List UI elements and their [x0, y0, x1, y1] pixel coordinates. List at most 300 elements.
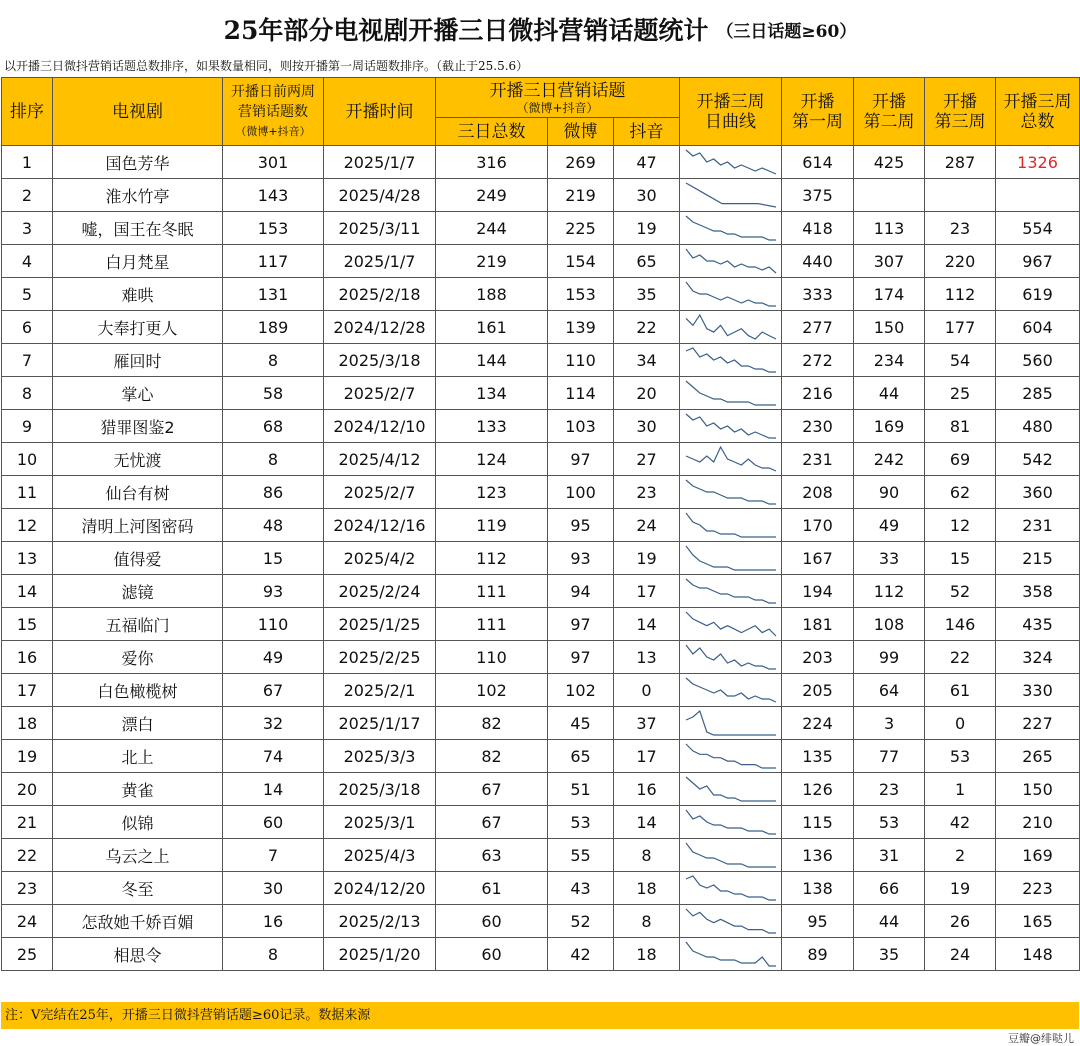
cell-pre: 49 [223, 641, 324, 674]
cell-name: 国色芳华 [53, 146, 223, 179]
cell-rank: 17 [2, 674, 53, 707]
cell-w3: 177 [925, 311, 996, 344]
header-w1-line1: 开播 [800, 91, 835, 112]
cell-douyin: 34 [614, 344, 680, 377]
cell-w3: 2 [925, 839, 996, 872]
sort-note: 以开播三日微抖营销话题总数排序，如果数量相同，则按开播第一周话题数排序。（截止于25.5.6） [4, 59, 529, 73]
cell-w2: 53 [854, 806, 925, 839]
cell-pre: 74 [223, 740, 324, 773]
sparkline-cell [680, 212, 782, 245]
cell-rank: 16 [2, 641, 53, 674]
header-three-line1: 开播三日营销话题 [489, 80, 626, 101]
sparkline-cell [680, 344, 782, 377]
cell-wt: 480 [996, 410, 1080, 443]
cell-pre: 30 [223, 872, 324, 905]
sparkline-chart [683, 906, 779, 936]
cell-w1: 375 [782, 179, 854, 212]
cell-w3: 0 [925, 707, 996, 740]
table-row [2, 740, 1080, 773]
cell-w1: 231 [782, 443, 854, 476]
cell-douyin: 37 [614, 707, 680, 740]
cell-w1: 614 [782, 146, 854, 179]
sparkline-cell [680, 245, 782, 278]
title-sub: （三日话题≥60） [716, 21, 857, 42]
sparkline-line [686, 876, 776, 900]
sparkline-chart [683, 345, 779, 375]
sparkline-chart [683, 378, 779, 408]
cell-wt: 285 [996, 377, 1080, 410]
sparkline-cell [680, 377, 782, 410]
cell-pre: 14 [223, 773, 324, 806]
cell-name: 雁回时 [53, 344, 223, 377]
sparkline-line [686, 183, 776, 207]
cell-douyin: 18 [614, 938, 680, 971]
header-pre-line3: （微博+抖音） [235, 124, 311, 138]
cell-rank: 15 [2, 608, 53, 641]
cell-weibo: 94 [548, 575, 614, 608]
cell-w2: 35 [854, 938, 925, 971]
cell-total: 134 [436, 377, 548, 410]
cell-w2: 242 [854, 443, 925, 476]
cell-weibo: 95 [548, 509, 614, 542]
table-row [2, 212, 1080, 245]
cell-rank: 6 [2, 311, 53, 344]
cell-weibo: 103 [548, 410, 614, 443]
cell-weibo: 269 [548, 146, 614, 179]
cell-w3: 15 [925, 542, 996, 575]
cell-name: 掌心 [53, 377, 223, 410]
header-wt-line1: 开播三周 [1003, 91, 1072, 112]
cell-weibo: 51 [548, 773, 614, 806]
cell-w2: 44 [854, 377, 925, 410]
cell-w3 [925, 179, 996, 212]
cell-w3: 69 [925, 443, 996, 476]
sparkline-line [686, 216, 776, 240]
cell-date: 2024/12/28 [324, 311, 436, 344]
cell-wt: 1326 [996, 146, 1080, 179]
cell-w1: 440 [782, 245, 854, 278]
sparkline-line [686, 579, 776, 603]
header-w1 [782, 78, 854, 146]
sparkline-cell [680, 707, 782, 740]
cell-w3: 42 [925, 806, 996, 839]
cell-w3: 61 [925, 674, 996, 707]
cell-pre: 301 [223, 146, 324, 179]
cell-w3: 12 [925, 509, 996, 542]
cell-wt: 150 [996, 773, 1080, 806]
header-three-line2: （微博+抖音） [516, 100, 599, 115]
cell-w2: 33 [854, 542, 925, 575]
cell-w1: 136 [782, 839, 854, 872]
cell-w1: 135 [782, 740, 854, 773]
cell-pre: 48 [223, 509, 324, 542]
cell-date: 2025/3/18 [324, 773, 436, 806]
cell-w3: 54 [925, 344, 996, 377]
cell-rank: 20 [2, 773, 53, 806]
sparkline-chart [683, 213, 779, 243]
cell-w1: 418 [782, 212, 854, 245]
cell-weibo: 45 [548, 707, 614, 740]
cell-weibo: 53 [548, 806, 614, 839]
cell-rank: 24 [2, 905, 53, 938]
cell-total: 119 [436, 509, 548, 542]
sparkline-chart [683, 609, 779, 639]
cell-weibo: 139 [548, 311, 614, 344]
cell-w1: 277 [782, 311, 854, 344]
header-douyin: 抖音 [614, 118, 680, 146]
cell-total: 67 [436, 773, 548, 806]
cell-w1: 170 [782, 509, 854, 542]
cell-weibo: 100 [548, 476, 614, 509]
cell-w2: 77 [854, 740, 925, 773]
sparkline-cell [680, 311, 782, 344]
cell-rank: 19 [2, 740, 53, 773]
cell-name: 五福临门 [53, 608, 223, 641]
cell-w2: 112 [854, 575, 925, 608]
sparkline-line [686, 810, 776, 834]
cell-rank: 25 [2, 938, 53, 971]
stats-table [1, 77, 1080, 971]
cell-rank: 4 [2, 245, 53, 278]
sparkline-cell [680, 740, 782, 773]
header-rank: 排序 [2, 78, 53, 146]
cell-wt: 330 [996, 674, 1080, 707]
sparkline-chart [683, 279, 779, 309]
cell-w1: 205 [782, 674, 854, 707]
cell-name: 怎敌她千娇百媚 [53, 905, 223, 938]
sparkline-cell [680, 806, 782, 839]
cell-rank: 21 [2, 806, 53, 839]
header-wt-line2: 总数 [1020, 111, 1055, 132]
cell-rank: 14 [2, 575, 53, 608]
cell-weibo: 97 [548, 608, 614, 641]
cell-rank: 7 [2, 344, 53, 377]
cell-w3: 1 [925, 773, 996, 806]
cell-douyin: 8 [614, 839, 680, 872]
cell-wt: 604 [996, 311, 1080, 344]
cell-w1: 224 [782, 707, 854, 740]
cell-pre: 58 [223, 377, 324, 410]
cell-wt: 231 [996, 509, 1080, 542]
cell-wt: 169 [996, 839, 1080, 872]
cell-douyin: 18 [614, 872, 680, 905]
table-row [2, 344, 1080, 377]
sparkline-chart [683, 147, 779, 177]
cell-total: 219 [436, 245, 548, 278]
cell-douyin: 14 [614, 608, 680, 641]
cell-date: 2025/4/12 [324, 443, 436, 476]
sparkline-chart [683, 576, 779, 606]
cell-total: 60 [436, 905, 548, 938]
sparkline-line [686, 447, 776, 471]
cell-wt: 223 [996, 872, 1080, 905]
cell-w1: 167 [782, 542, 854, 575]
cell-weibo: 42 [548, 938, 614, 971]
cell-date: 2025/1/7 [324, 146, 436, 179]
sparkline-line [686, 942, 776, 966]
cell-total: 67 [436, 806, 548, 839]
sparkline-chart [683, 180, 779, 210]
header-w3 [925, 78, 996, 146]
cell-date: 2024/12/16 [324, 509, 436, 542]
cell-date: 2025/2/24 [324, 575, 436, 608]
cell-pre: 143 [223, 179, 324, 212]
cell-date: 2025/3/3 [324, 740, 436, 773]
sparkline-line [686, 612, 776, 636]
header-drama: 电视剧 [53, 78, 223, 146]
sparkline-cell [680, 608, 782, 641]
sparkline-line [686, 843, 776, 867]
cell-date: 2025/3/11 [324, 212, 436, 245]
sparkline-chart [683, 246, 779, 276]
sparkline-line [686, 546, 776, 570]
sparkline-chart [683, 642, 779, 672]
table-body [2, 146, 1080, 971]
cell-total: 63 [436, 839, 548, 872]
cell-douyin: 20 [614, 377, 680, 410]
cell-douyin: 47 [614, 146, 680, 179]
sparkline-line [686, 777, 776, 801]
cell-w3: 23 [925, 212, 996, 245]
cell-w2: 3 [854, 707, 925, 740]
cell-wt: 210 [996, 806, 1080, 839]
cell-w2: 31 [854, 839, 925, 872]
table-row [2, 377, 1080, 410]
title-main: 25年部分电视剧开播三日微抖营销话题统计 [223, 16, 709, 45]
table-row [2, 443, 1080, 476]
table-row [2, 542, 1080, 575]
cell-total: 102 [436, 674, 548, 707]
cell-name: 似锦 [53, 806, 223, 839]
cell-pre: 16 [223, 905, 324, 938]
sparkline-line [686, 645, 776, 669]
cell-w1: 95 [782, 905, 854, 938]
sparkline-cell [680, 410, 782, 443]
cell-weibo: 102 [548, 674, 614, 707]
cell-name: 白月梵星 [53, 245, 223, 278]
header-w2 [854, 78, 925, 146]
header-w3-line2: 第三周 [934, 111, 986, 132]
cell-w3: 146 [925, 608, 996, 641]
cell-weibo: 114 [548, 377, 614, 410]
sparkline-chart [683, 840, 779, 870]
cell-wt: 554 [996, 212, 1080, 245]
cell-w1: 138 [782, 872, 854, 905]
sparkline-chart [683, 510, 779, 540]
cell-total: 111 [436, 608, 548, 641]
header-w1-line2: 第一周 [792, 111, 844, 132]
cell-weibo: 154 [548, 245, 614, 278]
cell-douyin: 17 [614, 740, 680, 773]
cell-name: 淮水竹亭 [53, 179, 223, 212]
cell-total: 188 [436, 278, 548, 311]
table-row [2, 509, 1080, 542]
header-curve-line1: 开播三周 [696, 91, 765, 112]
cell-w3: 62 [925, 476, 996, 509]
cell-douyin: 35 [614, 278, 680, 311]
cell-wt: 324 [996, 641, 1080, 674]
cell-total: 82 [436, 707, 548, 740]
cell-total: 316 [436, 146, 548, 179]
cell-w1: 333 [782, 278, 854, 311]
sparkline-line [686, 480, 776, 504]
table-row [2, 707, 1080, 740]
table-row [2, 476, 1080, 509]
table-row [2, 773, 1080, 806]
cell-pre: 153 [223, 212, 324, 245]
cell-rank: 5 [2, 278, 53, 311]
cell-wt: 165 [996, 905, 1080, 938]
cell-w2: 90 [854, 476, 925, 509]
cell-w2: 174 [854, 278, 925, 311]
cell-name: 爱你 [53, 641, 223, 674]
cell-w2: 113 [854, 212, 925, 245]
sparkline-cell [680, 509, 782, 542]
cell-wt: 967 [996, 245, 1080, 278]
credit: 豆瓣@绯哒儿 [1008, 1032, 1074, 1045]
cell-w3: 22 [925, 641, 996, 674]
sparkline-line [686, 315, 776, 339]
cell-date: 2024/12/10 [324, 410, 436, 443]
cell-date: 2025/2/1 [324, 674, 436, 707]
header-weibo: 微博 [548, 118, 614, 146]
cell-total: 111 [436, 575, 548, 608]
cell-total: 110 [436, 641, 548, 674]
cell-pre: 32 [223, 707, 324, 740]
header-pre-line2: 营销话题数 [238, 103, 308, 120]
header-total3: 三日总数 [436, 118, 548, 146]
cell-wt: 215 [996, 542, 1080, 575]
table-row [2, 278, 1080, 311]
sparkline-line [686, 711, 776, 735]
sparkline-line [686, 249, 776, 273]
cell-weibo: 55 [548, 839, 614, 872]
cell-wt [996, 179, 1080, 212]
cell-w2: 150 [854, 311, 925, 344]
footer-note: 注：V完结在25年，开播三日微抖营销话题≥60记录。数据来源 [1, 1002, 1079, 1029]
cell-rank: 22 [2, 839, 53, 872]
table-row [2, 674, 1080, 707]
cell-wt: 358 [996, 575, 1080, 608]
cell-w2 [854, 179, 925, 212]
cell-w3: 24 [925, 938, 996, 971]
cell-weibo: 153 [548, 278, 614, 311]
sparkline-line [686, 414, 776, 438]
cell-w1: 203 [782, 641, 854, 674]
cell-pre: 86 [223, 476, 324, 509]
sparkline-cell [680, 641, 782, 674]
sparkline-chart [683, 708, 779, 738]
cell-weibo: 43 [548, 872, 614, 905]
sparkline-chart [683, 873, 779, 903]
cell-total: 124 [436, 443, 548, 476]
cell-pre: 117 [223, 245, 324, 278]
sparkline-cell [680, 542, 782, 575]
cell-w2: 307 [854, 245, 925, 278]
table-row [2, 938, 1080, 971]
cell-douyin: 19 [614, 212, 680, 245]
header-three-day [436, 78, 680, 118]
cell-weibo: 93 [548, 542, 614, 575]
sparkline-chart [683, 807, 779, 837]
cell-total: 61 [436, 872, 548, 905]
cell-date: 2025/3/1 [324, 806, 436, 839]
cell-w3: 53 [925, 740, 996, 773]
sparkline-chart [683, 774, 779, 804]
cell-date: 2025/1/7 [324, 245, 436, 278]
sparkline-cell [680, 146, 782, 179]
cell-douyin: 23 [614, 476, 680, 509]
cell-w2: 44 [854, 905, 925, 938]
cell-w2: 66 [854, 872, 925, 905]
sparkline-chart [683, 312, 779, 342]
cell-w1: 126 [782, 773, 854, 806]
sparkline-line [686, 513, 776, 537]
cell-rank: 13 [2, 542, 53, 575]
sparkline-cell [680, 674, 782, 707]
sparkline-cell [680, 773, 782, 806]
cell-w3: 81 [925, 410, 996, 443]
sparkline-line [686, 744, 776, 768]
cell-w3: 25 [925, 377, 996, 410]
cell-date: 2025/3/18 [324, 344, 436, 377]
sparkline-cell [680, 839, 782, 872]
cell-w2: 99 [854, 641, 925, 674]
cell-name: 漂白 [53, 707, 223, 740]
cell-w3: 287 [925, 146, 996, 179]
cell-rank: 2 [2, 179, 53, 212]
cell-pre: 8 [223, 344, 324, 377]
cell-rank: 3 [2, 212, 53, 245]
cell-douyin: 19 [614, 542, 680, 575]
cell-douyin: 13 [614, 641, 680, 674]
cell-w3: 112 [925, 278, 996, 311]
cell-total: 123 [436, 476, 548, 509]
cell-weibo: 219 [548, 179, 614, 212]
sparkline-cell [680, 476, 782, 509]
page-title [0, 0, 1080, 58]
cell-name: 嘘，国王在冬眠 [53, 212, 223, 245]
cell-douyin: 24 [614, 509, 680, 542]
sparkline-cell [680, 278, 782, 311]
sparkline-chart [683, 411, 779, 441]
sparkline-cell [680, 872, 782, 905]
cell-w3: 52 [925, 575, 996, 608]
header-wt [996, 78, 1080, 146]
sparkline-line [686, 909, 776, 933]
cell-wt: 435 [996, 608, 1080, 641]
cell-w2: 64 [854, 674, 925, 707]
cell-name: 黄雀 [53, 773, 223, 806]
cell-douyin: 14 [614, 806, 680, 839]
cell-date: 2025/4/28 [324, 179, 436, 212]
cell-weibo: 65 [548, 740, 614, 773]
cell-w1: 181 [782, 608, 854, 641]
table-row [2, 905, 1080, 938]
table-row [2, 245, 1080, 278]
cell-w2: 234 [854, 344, 925, 377]
cell-name: 白色橄榄树 [53, 674, 223, 707]
cell-wt: 560 [996, 344, 1080, 377]
cell-rank: 10 [2, 443, 53, 476]
cell-name: 清明上河图密码 [53, 509, 223, 542]
header-curve-line2: 日曲线 [705, 111, 757, 132]
sparkline-chart [683, 444, 779, 474]
cell-w1: 115 [782, 806, 854, 839]
cell-name: 无忧渡 [53, 443, 223, 476]
cell-douyin: 27 [614, 443, 680, 476]
cell-name: 猎罪图鉴2 [53, 410, 223, 443]
